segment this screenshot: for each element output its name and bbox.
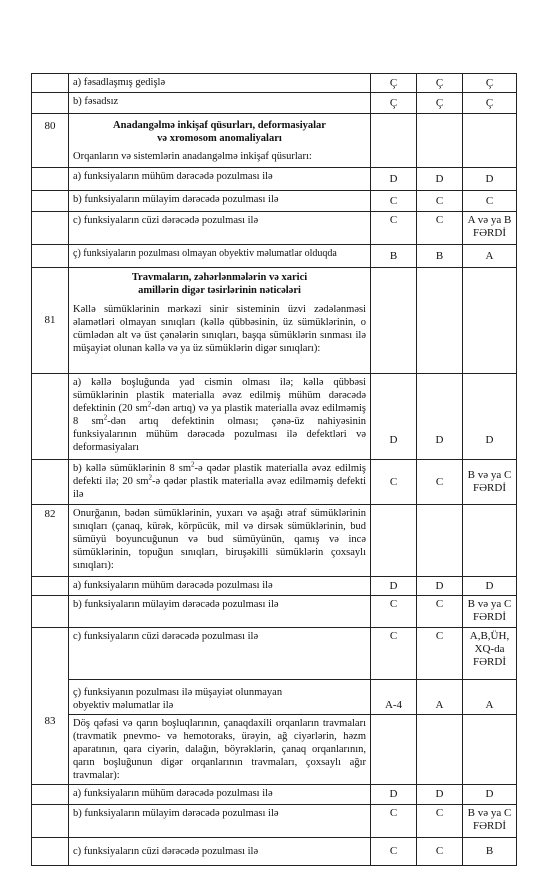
row-text: ç) funksiyaların pozulması olmayan obyektiv məlumatlar olduqda — [69, 245, 371, 268]
value-col1: C — [371, 596, 417, 628]
section-title-line1: Travmaların, zəhərlənmələrin və xarici — [131, 272, 308, 283]
value-col3: D — [463, 168, 517, 191]
row-text: a) funksiyaların mühüm dərəcədə pozulması ilə — [69, 785, 371, 805]
value-line2: FƏRDİ — [472, 611, 506, 623]
value-col3 — [463, 212, 517, 245]
value-col2: Ç — [417, 74, 463, 93]
value-col2: C — [417, 191, 463, 212]
row-text-part1: b) kəllə sümüklərinin 8 sm — [73, 463, 191, 474]
value-col3 — [463, 805, 517, 838]
table-row — [32, 785, 517, 805]
num-cell — [32, 74, 69, 93]
table-row — [32, 628, 517, 680]
num-cell — [32, 628, 69, 680]
value-col3: A — [463, 680, 517, 715]
num-cell — [32, 805, 69, 838]
row-text: c) funksiyaların cüzi dərəcədə pozulması ilə — [69, 212, 371, 245]
section-heading-cell — [69, 268, 371, 374]
value-col2: B — [417, 245, 463, 268]
row-text: b) funksiyaların mülayim dərəcədə pozulması ilə — [69, 191, 371, 212]
num-cell — [32, 785, 69, 805]
row-text-part2: -dən artıq) və ya plastik materialla əvəz edilməmiş 8 sm — [73, 403, 366, 427]
section-intro: Döş qəfəsi və qarın boşluqlarının, çanaqdaxili orqanların travmaları (travmatik pnevmo- və hemotoraks, ürəyin, ağ ciyərlərin, həzm aparatının, qara ciyərin, dalağın, böyrəklərin, çanaq orqanlarının, qarın boşluğunun digər orqanlarının travmaları, çoxsaylı ağır travmalar): — [69, 715, 371, 785]
value-col3: C — [463, 191, 517, 212]
section-header-row — [32, 268, 517, 374]
value-col2: D — [417, 577, 463, 596]
value-col3: B — [463, 838, 517, 866]
table-row — [32, 191, 517, 212]
empty-cell — [371, 715, 417, 785]
section-number: 83 — [32, 715, 69, 785]
value-col2: D — [417, 785, 463, 805]
value-col3 — [463, 628, 517, 680]
value-col2: C — [417, 805, 463, 838]
value-col3: Ç — [463, 74, 517, 93]
num-cell — [32, 374, 69, 460]
value-line2: XQ-da — [474, 643, 505, 655]
table-row — [32, 168, 517, 191]
value-col3: Ç — [463, 93, 517, 114]
section-title-line2: və xromosom anomaliyaları — [157, 133, 282, 144]
value-col3: A — [463, 245, 517, 268]
superscript: 2 — [147, 400, 152, 409]
row-text-line2: obyektiv məlumatlar ilə — [73, 700, 174, 711]
value-col1: D — [371, 374, 417, 460]
value-col1: Ç — [371, 93, 417, 114]
value-col3: D — [463, 374, 517, 460]
table-row — [32, 838, 517, 866]
empty-cell — [463, 715, 517, 785]
num-cell — [32, 212, 69, 245]
table-row — [32, 596, 517, 628]
superscript: 2 — [191, 460, 195, 469]
row-text: b) funksiyaların mülayim dərəcədə pozulması ilə — [69, 805, 371, 838]
value-col1: C — [371, 628, 417, 680]
empty-cell — [371, 114, 417, 168]
num-cell — [32, 838, 69, 866]
value-line1: A,B,ÜH, — [469, 630, 510, 642]
table-row — [32, 74, 517, 93]
value-line2: FƏRDİ — [472, 227, 506, 239]
table-row — [32, 212, 517, 245]
value-col2: A — [417, 680, 463, 715]
value-col1: D — [371, 168, 417, 191]
value-col1: D — [371, 577, 417, 596]
value-col1: B — [371, 245, 417, 268]
value-col2: C — [417, 460, 463, 505]
value-col2: C — [417, 838, 463, 866]
num-cell — [32, 577, 69, 596]
value-col2: D — [417, 168, 463, 191]
superscript: 2 — [103, 413, 108, 422]
value-line2: FƏRDİ — [472, 482, 506, 494]
num-cell — [32, 245, 69, 268]
value-col1: C — [371, 805, 417, 838]
value-col2: C — [417, 212, 463, 245]
row-text-part3: -dən artıq defektinin olması; çənə-üz nahiyəsinin funksiyalarının mühüm dərəcədə pozulması ilə defektləri və deformasiyaları — [73, 416, 366, 453]
value-col3 — [463, 596, 517, 628]
value-line3: FƏRDİ — [472, 656, 506, 668]
row-text: c) funksiyaların cüzi dərəcədə pozulması ilə — [69, 838, 371, 866]
num-cell — [32, 596, 69, 628]
section-number: 82 — [32, 505, 69, 577]
section-intro: Kəllə sümüklərinin mərkəzi sinir sisteminin üzvi zədələnməsi əlamətləri olmayan sınıqları (kəllə qübbəsinin, üz sümüklərinin, o cümlədən alt və üst çənələrin sınıqları, başqa sümüklərin sınması ilə müşayiət olunan kəllə və ya üz sümüklərin digər sınıqları): — [73, 304, 366, 354]
value-col2: C — [417, 628, 463, 680]
value-col2: C — [417, 596, 463, 628]
table-row — [32, 245, 517, 268]
value-col3: D — [463, 577, 517, 596]
empty-cell — [417, 268, 463, 374]
num-cell — [32, 191, 69, 212]
section-title-line1: Anadangəlmə inkişaf qüsurları, deformasiyalar — [113, 120, 326, 131]
value-col3: D — [463, 785, 517, 805]
table-row — [32, 93, 517, 114]
value-line1: B və ya C — [467, 469, 512, 481]
table-row — [32, 805, 517, 838]
value-line1: B və ya C — [467, 807, 512, 819]
section-number: 80 — [32, 114, 69, 168]
empty-cell — [417, 114, 463, 168]
value-col1: A-4 — [371, 680, 417, 715]
table-row — [32, 460, 517, 505]
row-text: a) fəsadlaşmış gedişlə — [69, 74, 371, 93]
value-col1: C — [371, 838, 417, 866]
section-heading-cell — [69, 114, 371, 168]
row-text: c) funksiyaların cüzi dərəcədə pozulması ilə — [69, 628, 371, 680]
section-header-row — [32, 715, 517, 785]
value-col1: C — [371, 191, 417, 212]
value-col3 — [463, 460, 517, 505]
value-col1: D — [371, 785, 417, 805]
value-col2: Ç — [417, 93, 463, 114]
row-text-part2: -ə qədər plastik materialla əvəz edilmiş defekti ilə; 20 sm — [73, 463, 366, 487]
empty-cell — [417, 715, 463, 785]
row-text: b) fəsadsız — [69, 93, 371, 114]
row-text: a) funksiyaların mühüm dərəcədə pozulması ilə — [69, 577, 371, 596]
empty-cell — [371, 505, 417, 577]
value-line1: A və ya B — [467, 214, 512, 226]
value-col1: Ç — [371, 74, 417, 93]
num-cell — [32, 460, 69, 505]
row-text-part1: a) kəllə boşluğunda yad cismin olması ilə; kəllə qübbəsi sümüklərinin plastik materialla əvəz edilmiş mühüm dərəcədə defektinin (20 sm — [73, 377, 366, 414]
row-text — [69, 460, 371, 505]
value-col1: C — [371, 212, 417, 245]
table-row — [32, 577, 517, 596]
requirements-table — [31, 73, 517, 866]
section-header-row — [32, 114, 517, 168]
row-text-line1: ç) funksiyanın pozulması ilə müşayiət olunmayan — [73, 687, 283, 698]
row-text: a) funksiyaların mühüm dərəcədə pozulması ilə — [69, 168, 371, 191]
table-row — [32, 680, 517, 715]
empty-cell — [463, 268, 517, 374]
row-text — [69, 680, 371, 715]
value-line2: FƏRDİ — [472, 820, 506, 832]
value-line1: B və ya C — [467, 598, 512, 610]
num-cell — [32, 93, 69, 114]
table-row — [32, 374, 517, 460]
section-number: 81 — [32, 268, 69, 374]
num-cell — [32, 168, 69, 191]
empty-cell — [371, 268, 417, 374]
empty-cell — [463, 505, 517, 577]
section-title-line2: amillərin digər təsirlərinin nəticələri — [138, 285, 301, 296]
row-text-part3: -ə qədər plastik materialla əvəz edilməmiş defekti ilə — [73, 476, 366, 500]
num-cell — [32, 680, 69, 715]
value-col2: D — [417, 374, 463, 460]
empty-cell — [417, 505, 463, 577]
superscript: 2 — [148, 473, 153, 482]
section-intro: Onurğanın, bədən sümüklərinin, yuxarı və aşağı ətraf sümüklərinin sınıqları (çanaq, kürək, körpücük, mil və dirsək sümüklərinin, bud sümüyü boyuncuğunun və bud sümüyünün, qamış və incə sümüklərinin, topuğun sınıqları, biruşəkilli sümüklərin çoxsaylı sınıqları): — [69, 505, 371, 577]
empty-cell — [463, 114, 517, 168]
section-intro: Orqanların və sistemlərin anadangəlmə inkişaf qüsurları: — [73, 151, 312, 162]
row-text: b) funksiyaların mülayim dərəcədə pozulması ilə — [69, 596, 371, 628]
row-text — [69, 374, 371, 460]
value-col1: C — [371, 460, 417, 505]
section-header-row — [32, 505, 517, 577]
